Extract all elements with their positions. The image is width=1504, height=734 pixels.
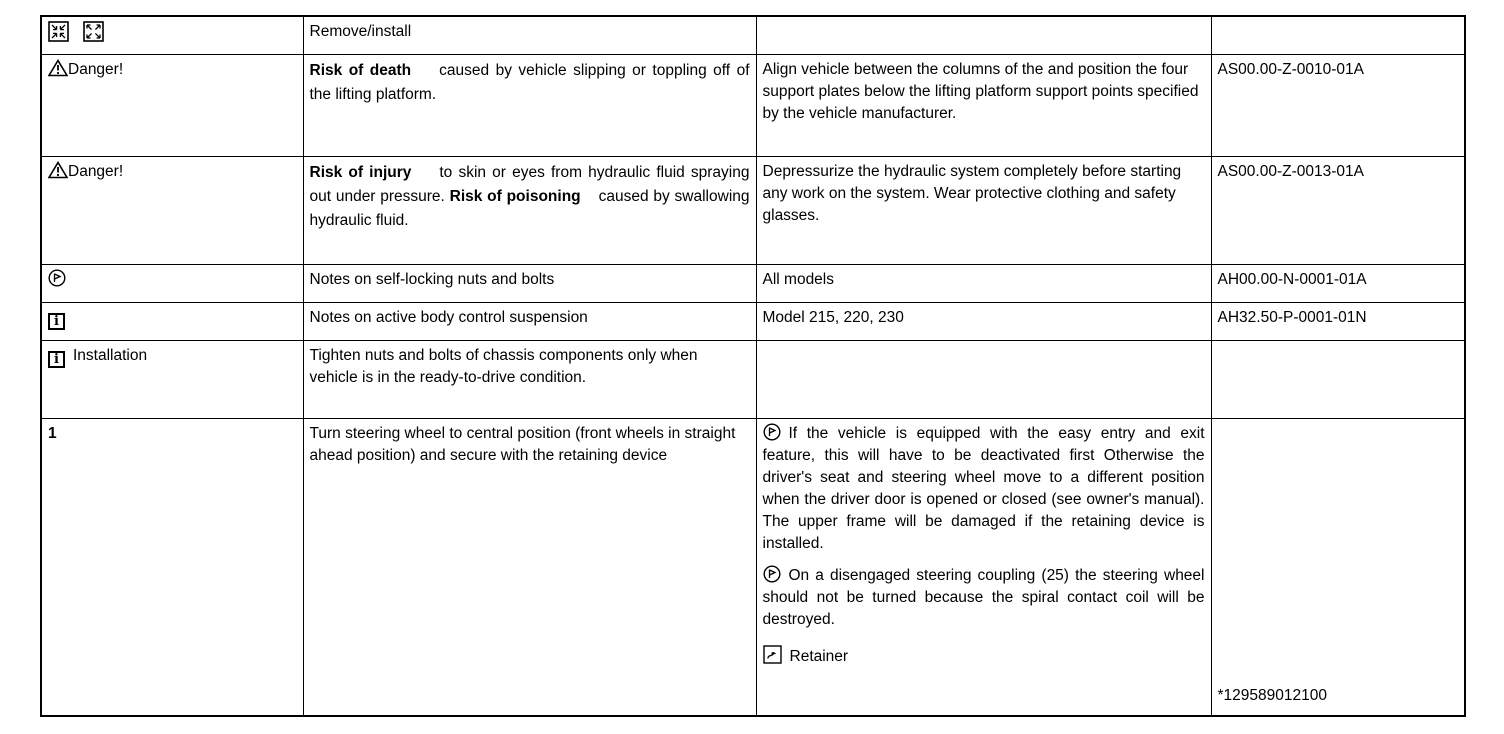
- cell-header-title: [303, 16, 756, 54]
- cell-document-code: [1211, 54, 1465, 156]
- cell-note-models: [756, 264, 1211, 302]
- table-row-danger-1: [41, 54, 1465, 156]
- procedure-title: Remove/install: [309, 23, 412, 40]
- installation-label: Installation: [73, 346, 148, 364]
- info-title: Notes on active body control suspension: [309, 308, 588, 326]
- cell-danger-action: [756, 156, 1211, 264]
- cell-info-title: [303, 302, 756, 340]
- models-text: Model 215, 220, 230: [762, 308, 904, 326]
- cell-symbols: [41, 16, 303, 54]
- table-row-note: [41, 264, 1465, 302]
- cell-note-title: [303, 264, 756, 302]
- cell-danger-risk: [303, 156, 756, 264]
- cell-empty: [756, 16, 1211, 54]
- cell-empty: [756, 340, 1211, 418]
- cell-document-code: [1211, 156, 1465, 264]
- cell-danger-risk: [303, 54, 756, 156]
- note-text: On a disengaged steering coupling (25) the steering wheel should not be turned because the spiral contact coil will be destroyed.: [762, 566, 1205, 628]
- cell-document-code: [1211, 302, 1465, 340]
- remove-arrows-icon: [48, 21, 69, 42]
- step-number: 1: [48, 424, 57, 442]
- step-note-a: [763, 423, 1205, 555]
- step-instruction: Turn steering wheel to central position (front wheels in straight ahead position) and secure with the retaining device: [309, 424, 736, 464]
- risk-phrase-2: Risk of poisoning: [449, 187, 581, 205]
- note-circle-icon: [763, 565, 781, 583]
- document-code: AS00.00-Z-0010-01A: [1217, 60, 1364, 78]
- risk-phrase: Risk of injury: [309, 163, 412, 181]
- action-text: Depressurize the hydraulic system completely before starting any work on the system. Wear protective clothing and safety glasses.: [762, 162, 1182, 224]
- document-code: AS00.00-Z-0013-01A: [1217, 162, 1364, 180]
- note-title: Notes on self-locking nuts and bolts: [309, 270, 555, 288]
- table-row-header: [41, 16, 1465, 54]
- document-code: AH32.50-P-0001-01N: [1217, 308, 1367, 326]
- cell-danger-action: [756, 54, 1211, 156]
- table-row-step-1: [41, 418, 1465, 716]
- note-circle-icon: [48, 269, 66, 287]
- cell-part-number: [1211, 418, 1465, 716]
- cell-step-instruction: [303, 418, 756, 716]
- cell-info-models: [756, 302, 1211, 340]
- document-code: AH00.00-N-0001-01A: [1217, 270, 1367, 288]
- cell-danger-label: [41, 54, 303, 156]
- cell-empty: [1211, 340, 1465, 418]
- models-text: All models: [762, 270, 834, 288]
- info-square-icon: i: [48, 351, 65, 368]
- table-row-danger-2: [41, 156, 1465, 264]
- part-number: *129589012100: [1217, 687, 1327, 704]
- cell-empty: [1211, 16, 1465, 54]
- cell-installation-label: [41, 340, 303, 418]
- note-text: If the vehicle is equipped with the easy entry and exit feature, this will have to be deactivated first Otherwise the driver's seat and steering wheel move to a different position when the driver door is opened or closed (see owner's manual). The upper frame will be damaged if the retaining device is installed.: [762, 424, 1205, 552]
- install-arrows-icon: [83, 21, 104, 42]
- risk-text: caused by vehicle slipping or toppling off of the lifting platform.: [309, 61, 750, 103]
- note-circle-icon: [763, 423, 781, 441]
- cell-note-symbol: [41, 264, 303, 302]
- warning-triangle-icon: [48, 161, 68, 179]
- table-row-info: [41, 302, 1465, 340]
- risk-text: to skin or eyes from hydraulic fluid spraying out under pressure.: [309, 163, 750, 205]
- tool-label: Retainer: [789, 647, 849, 665]
- danger-label: Danger!: [68, 60, 124, 78]
- warning-triangle-icon: [48, 59, 68, 77]
- info-square-icon: i: [48, 313, 65, 330]
- step-note-b: [763, 565, 1205, 631]
- risk-text-2: caused by swallowing hydraulic fluid.: [309, 187, 750, 229]
- cell-installation-text: [303, 340, 756, 418]
- action-text: Align vehicle between the columns of the and position the four support plates below the lifting platform support points specified by the vehicle manufacturer.: [762, 60, 1199, 122]
- cell-info-symbol: [41, 302, 303, 340]
- special-tool-icon: [763, 645, 782, 664]
- installation-text: Tighten nuts and bolts of chassis components only when vehicle is in the ready-to-drive condition.: [309, 346, 698, 386]
- danger-label: Danger!: [68, 162, 124, 180]
- table-row-installation: [41, 340, 1465, 418]
- cell-step-number: [41, 418, 303, 716]
- cell-step-notes: [756, 418, 1211, 716]
- procedure-table: [40, 15, 1466, 717]
- cell-document-code: [1211, 264, 1465, 302]
- risk-phrase: Risk of death: [309, 61, 412, 79]
- retainer-line: [763, 645, 1205, 668]
- cell-danger-label: [41, 156, 303, 264]
